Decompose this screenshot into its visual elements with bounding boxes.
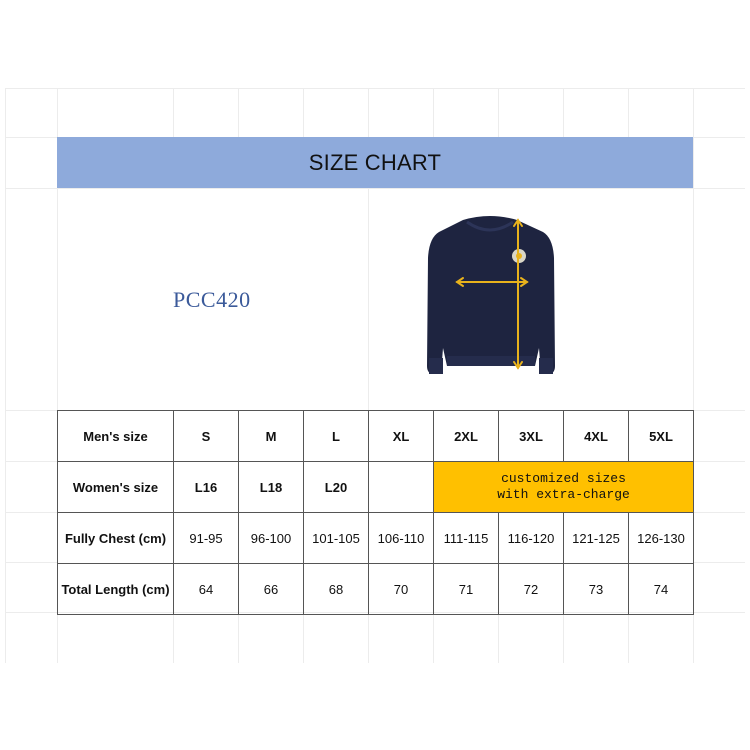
custom-sizes-note xyxy=(434,462,694,513)
table-cell: S xyxy=(174,411,239,462)
grid-line xyxy=(5,562,57,563)
table-row-mens-size xyxy=(58,411,694,462)
table-cell: M xyxy=(239,411,304,462)
grid-line xyxy=(628,612,629,663)
grid-line xyxy=(5,88,745,89)
grid-line xyxy=(498,612,499,663)
grid-line xyxy=(238,612,239,663)
grid-line xyxy=(368,188,369,410)
grid-line xyxy=(693,562,745,563)
table-cell: 74 xyxy=(629,564,694,615)
table-cell xyxy=(369,462,434,513)
grid-line xyxy=(238,88,239,137)
grid-line xyxy=(693,512,745,513)
table-cell: 71 xyxy=(434,564,499,615)
table-cell: 68 xyxy=(304,564,369,615)
table-cell: 72 xyxy=(499,564,564,615)
grid-line xyxy=(693,461,745,462)
table-cell: 111-115 xyxy=(434,513,499,564)
grid-line xyxy=(368,88,369,137)
grid-line xyxy=(628,88,629,137)
grid-line xyxy=(433,612,434,663)
table-row-chest xyxy=(58,513,694,564)
table-cell: 3XL xyxy=(499,411,564,462)
table-cell: L16 xyxy=(174,462,239,513)
table-cell: 66 xyxy=(239,564,304,615)
table-cell: 116-120 xyxy=(499,513,564,564)
table-cell: XL xyxy=(369,411,434,462)
grid-line xyxy=(5,512,57,513)
grid-line xyxy=(5,461,57,462)
title-banner xyxy=(57,137,693,188)
grid-line xyxy=(5,88,6,663)
grid-line xyxy=(498,88,499,137)
table-cell: 91-95 xyxy=(174,513,239,564)
row-label: Total Length (cm) xyxy=(58,564,174,615)
page-title: SIZE CHART xyxy=(308,149,442,175)
table-cell: L20 xyxy=(304,462,369,513)
table-cell: 96-100 xyxy=(239,513,304,564)
table-cell: 5XL xyxy=(629,411,694,462)
product-image xyxy=(405,198,575,388)
table-cell: 2XL xyxy=(434,411,499,462)
table-cell: 4XL xyxy=(564,411,629,462)
grid-line xyxy=(303,88,304,137)
custom-note-line1: customized sizes xyxy=(501,471,626,486)
table-cell: 73 xyxy=(564,564,629,615)
row-label: Women's size xyxy=(58,462,174,513)
custom-note-line2: with extra-charge xyxy=(497,487,630,502)
grid-line xyxy=(173,612,174,663)
grid-line xyxy=(563,88,564,137)
product-code: PCC420 xyxy=(173,287,251,312)
grid-line xyxy=(173,88,174,137)
grid-line xyxy=(303,612,304,663)
size-table xyxy=(57,410,694,615)
table-row-length xyxy=(58,564,694,615)
table-cell: 70 xyxy=(369,564,434,615)
table-row-womens-size xyxy=(58,462,694,513)
table-cell: 64 xyxy=(174,564,239,615)
grid-line xyxy=(433,88,434,137)
grid-line xyxy=(5,188,745,189)
table-cell: 101-105 xyxy=(304,513,369,564)
row-label: Fully Chest (cm) xyxy=(58,513,174,564)
table-cell: L18 xyxy=(239,462,304,513)
table-cell: 106-110 xyxy=(369,513,434,564)
table-cell: L xyxy=(304,411,369,462)
grid-line xyxy=(368,612,369,663)
table-cell: 121-125 xyxy=(564,513,629,564)
row-label: Men's size xyxy=(58,411,174,462)
grid-line xyxy=(563,612,564,663)
sweater-icon xyxy=(405,198,575,388)
table-cell: 126-130 xyxy=(629,513,694,564)
